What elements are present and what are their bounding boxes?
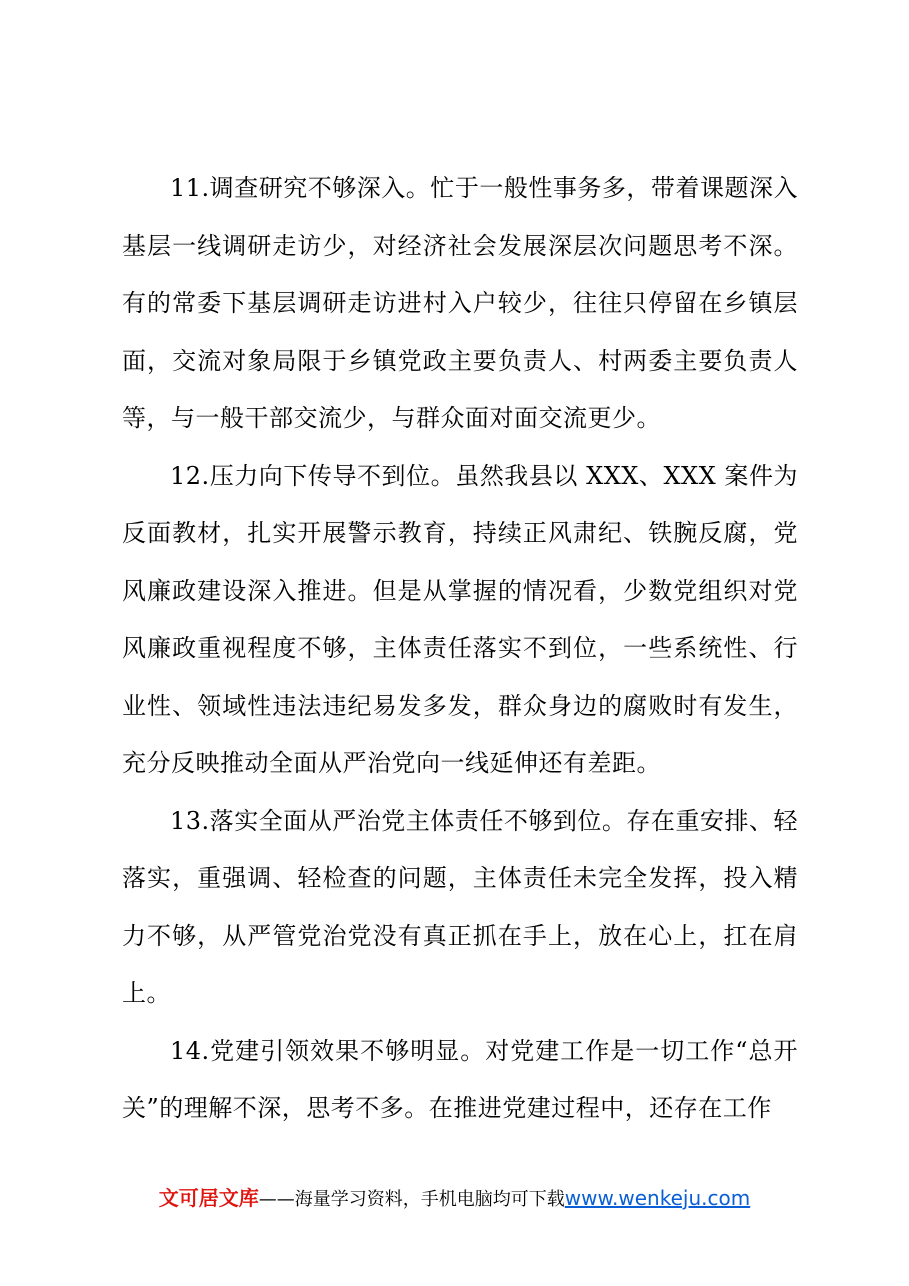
paragraph-12: 12.压力向下传导不到位。虽然我县以 XXX、XXX 案件为反面教材，扎实开展警示教育，持续正风肃纪、铁腕反腐，党风廉政建设深入推进。但是从掌握的情况看，少数党组织对党风廉政重视程度不够，主体责任落实不到位，一些系统性、行业性、领域性违法违纪易发多发，群众身边的腐败时有发生，充分反映推动全面从严治党向一线延伸还有差距。 (122, 461, 798, 777)
footer-website-link[interactable]: www.wenkeju.com (564, 1186, 751, 1210)
paragraph-14: 14.党建引领效果不够明显。对党建工作是一切工作“总开关”的理解不深，思考不多。在推进党建过程中，还存在工作 (122, 1036, 798, 1122)
paragraph-13: 13.落实全面从严治党主体责任不够到位。存在重安排、轻落实，重强调、轻检查的问题，主体责任未完全发挥，投入精力不够，从严管党治党没有真正抓在手上，放在心上，扛在肩上。 (122, 806, 798, 1007)
document-body (122, 160, 798, 1138)
footer-banner (0, 1182, 909, 1211)
footer-tagline: ——海量学习资料，手机电脑均可下载 (258, 1189, 565, 1210)
paragraph-11: 11.调查研究不够深入。忙于一般性事务多，带着课题深入基层一线调研走访少，对经济社会发展深层次问题思考不深。有的常委下基层调研走访进村入户较少，往往只停留在乡镇层面，交流对象局限于乡镇党政主要负责人、村两委主要负责人等，与一般干部交流少，与群众面对面交流更少。 (122, 174, 798, 432)
footer-brand: 文可居文库 (158, 1186, 259, 1210)
